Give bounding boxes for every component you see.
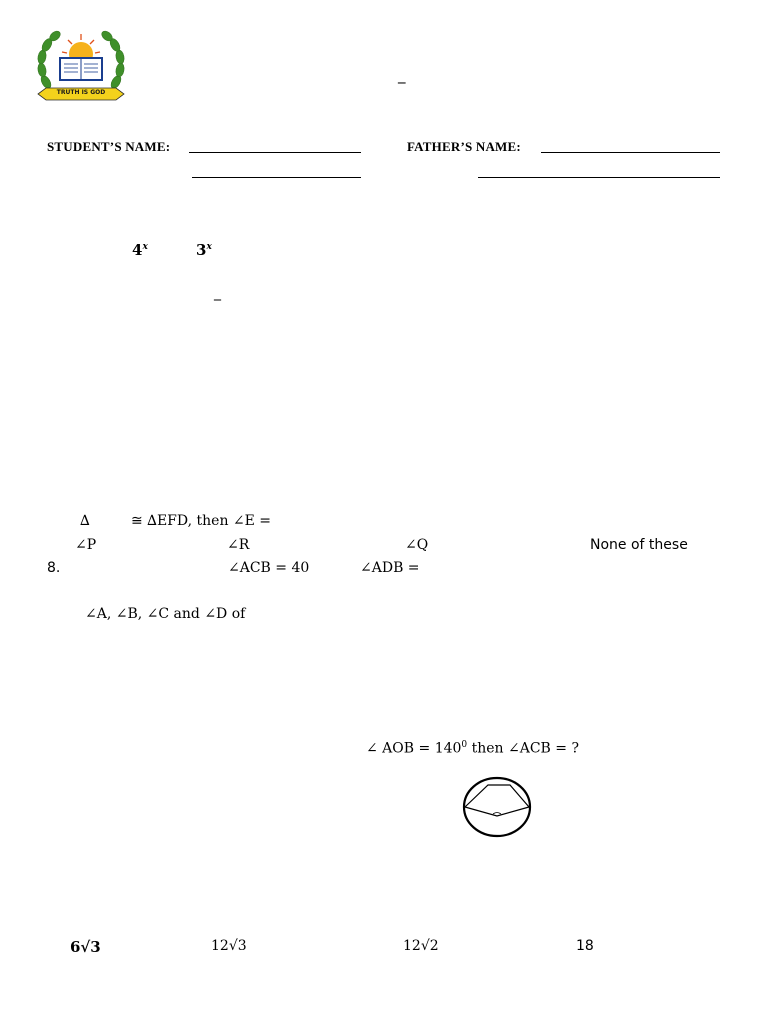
angle-acb: ∠ACB = 40 bbox=[228, 560, 310, 576]
student-name-line-2[interactable] bbox=[192, 177, 361, 178]
question-8-number: 8. bbox=[47, 560, 61, 576]
student-name-label: STUDENT’S NAME: bbox=[47, 139, 171, 154]
option-12-root-2: 12√2 bbox=[403, 938, 439, 954]
header-dash: _ bbox=[398, 66, 406, 84]
option-none: None of these bbox=[590, 537, 688, 553]
angle-aob-question: ∠ AOB = $140^0$ then ∠ACB = ? bbox=[366, 740, 579, 757]
delta-symbol: ∆ bbox=[80, 513, 90, 529]
school-logo bbox=[36, 24, 126, 106]
congruence-text: ≅ ∆EFD, then ∠E = bbox=[131, 513, 272, 529]
father-name-label: FATHER’S NAME: bbox=[407, 139, 521, 154]
option-6-root-3: 6√3 bbox=[70, 938, 101, 956]
circle-diagram bbox=[460, 774, 534, 840]
option-18: 18 bbox=[576, 938, 594, 954]
father-name-line[interactable] bbox=[541, 152, 720, 153]
student-name-line[interactable] bbox=[189, 152, 361, 153]
option-12-root-3: 12√3 bbox=[211, 938, 247, 954]
father-name-line-2[interactable] bbox=[478, 177, 720, 178]
option-p: ∠P bbox=[75, 537, 97, 553]
option-r: ∠R bbox=[227, 537, 250, 553]
angle-adb: ∠ADB = bbox=[360, 560, 420, 576]
power-3x: 3$^x$ bbox=[196, 241, 212, 259]
power-4x: 4$^x$ bbox=[132, 241, 148, 259]
option-q: ∠Q bbox=[405, 537, 429, 553]
logo-motto: TRUTH IS GOD bbox=[56, 89, 106, 96]
angles-list: ∠A, ∠B, ∠C and ∠D of bbox=[85, 606, 246, 622]
answer-dash: _ bbox=[214, 285, 221, 301]
